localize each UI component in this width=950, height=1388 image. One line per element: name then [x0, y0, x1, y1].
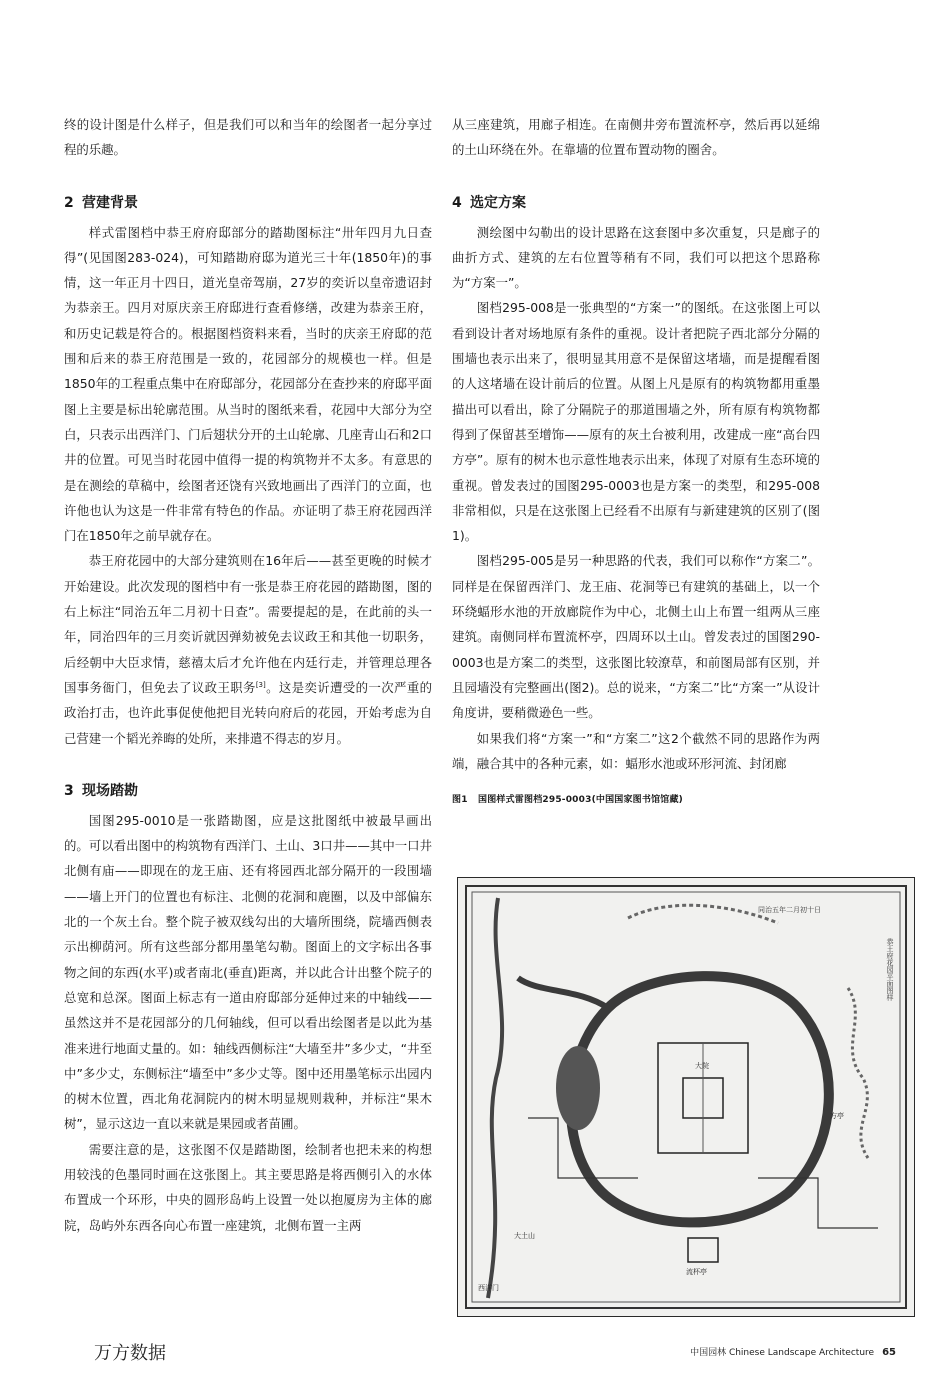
- section-3-title: 现场踏勘: [82, 782, 138, 799]
- section-2-paragraph-1: 样式雷图档中恭王府府邸部分的踏勘图标注“卅年四月九日查得”(见国图283-024)，可知踏勘府邸为道光三十年(1850年)的事情，这一年正月十四日，道光皇帝驾崩，27岁的奕䜣以皇帝遗诏封为恭亲王。四月对原庆亲王府邸进行查看修缮，改建为恭亲王府，和历史记载是符合的。根据图档资料来看，当时的庆亲王府邸的范围和后来的恭王府范围是一致的，花园部分的规模也一样。但是1850年的工程重点集中在府邸部分，花园部分在查抄来的府邸平面图上主要是标出轮廓范围。从当时的图纸来看，花园中大部分为空白，只表示出西洋门、门后翅状分开的土山轮廓、几座青山石和2口井的位置。可见当时花园中值得一提的构筑物并不太多。有意思的是在测绘的草稿中，绘图者还饶有兴致地画出了西洋门的立面，也许他也认为这是一件非常有特色的作品。亦证明了恭王府花园西洋门在1850年之前早就存在。: [64, 224, 432, 544]
- section-3-paragraph-1: 国图295-0010是一张踏勘图，应是这批图纸中被最早画出的。可以看出图中的构筑物有西洋门、土山、3口井——其中一口井北侧有庙——即现在的龙王庙、还有将园西北部分隔开的一段围墙——墙上开门的位置也有标注、北侧的花洞和鹿圈，以及中部偏东北的一个灰土台。整个院子被双线勾出的大墙所围绕，院墙西侧表示出柳荫河。所有这些部分都用墨笔勾勒。图面上的文字标出各事物之间的东西(水平)或者南北(垂直)距离，并以此合计出整个院子的总宽和总深。图面上标志有一道由府邸部分延伸过来的中轴线——虽然这并不是花园部分的几何轴线，但可以看出绘图者是以此为基准来进行地面丈量的。如：轴线西侧标注“大墙至井”多少丈，“井至中”多少丈，东侧标注“墙至中”多少丈等。图中还用墨笔标示出园内的树木位置，西北角花洞院内的树木明显规则栽种，并标注“果木树”，显示这边一直以来就是果园或者苗圃。: [64, 812, 432, 1132]
- section-4-paragraph-2: 图档295-008是一张典型的“方案一”的图纸。在这张图上可以看到设计者对场地原有条件的重视。设计者把院子西北部分分隔的围墙也表示出来了，很明显其用意不是保留这堵墙，而是提醒看图的人这堵墙在设计前后的位置。从图上凡是原有的构筑物都用重墨描出可以看出，除了分隔院子的那道围墙之外，所有原有构筑物都得到了保留甚至增饰——原有的灰土台被利用，改建成一座“高台四方亭”。原有的树木也示意性地表示出来，体现了对原有生态环境的重视。曾发表过的国图295-0003也是方案一的类型，和295-008非常相似，只是在这张图上已经看不出原有与新建建筑的区别了(图1)。: [452, 300, 820, 544]
- footer-watermark: 万方数据: [94, 1343, 166, 1364]
- south-pavilion: [688, 1238, 718, 1262]
- figure-caption-text: 国图样式雷图档295-0003(中国国家图书馆馆藏): [478, 795, 683, 806]
- section-2-paragraph-2-text: 恭王府花园中的大部分建筑则在16年后——甚至更晚的时候才开始建设。此次发现的图档中有一张是恭王府花园的踏勘图，图的右上标注“同治五年二月初十日查”。需要提起的是，在此前的头一年，同治四年的三月奕䜣就因弹劾被免去议政王和其他一切职务，后经朝中大臣求情，慈禧太后才允许他在内廷行走，并管理总理各国事务衙门，但免去了议政王职务: [64, 553, 432, 695]
- figure-caption-number: 图1: [452, 795, 468, 806]
- section-3-heading: [64, 780, 432, 802]
- west-river: [488, 898, 502, 1298]
- east-hill: [848, 988, 868, 1158]
- garden-plan-drawing: [458, 878, 914, 1316]
- north-hill: [628, 905, 778, 923]
- section-2-number: 2: [64, 194, 74, 211]
- section-4-number: 4: [452, 194, 462, 211]
- ring-river: [571, 976, 829, 1222]
- label-south: 流杯亭: [686, 1268, 707, 1276]
- section-4-paragraph-4: 如果我们将“方案一”和“方案二”这2个截然不同的思路作为两端，融合其中的各种元素，如：蝠形水池或环形河流、封闭廊: [452, 730, 820, 771]
- label-gate: 西洋门: [478, 1284, 499, 1292]
- section-2-heading: [64, 192, 432, 214]
- section-4-paragraph-3: 图档295-005是另一种思路的代表，我们可以称作“方案二”。同样是在保留西洋门、龙王庙、花洞等已有建筑的基础上，以一个环绕蝠形水池的开放廊院作为中心，北侧土山上布置一组两从三座建筑。南侧同样布置流杯亭，四周环以土山。曾发表过的国图290-0003也是方案二的类型，这张图比较潦草，和前图局部有区别，并且园墙没有完整画出(图2)。总的说来，“方案二”比“方案一”从设计角度讲，要稍微逊色一些。: [452, 553, 820, 721]
- intro-paragraph: 终的设计图是什么样子，但是我们可以和当年的绘图者一起分享过程的乐趣。: [64, 117, 432, 158]
- river-inlet: [518, 978, 608, 1008]
- page-number: 65: [882, 1347, 896, 1358]
- label-side-note: 恭王府花园平面图样: [886, 938, 894, 1001]
- label-island: 大院: [695, 1062, 709, 1070]
- label-west: 大土山: [514, 1232, 535, 1240]
- inner-wall: [472, 892, 900, 1302]
- footer-journal: [690, 1345, 896, 1358]
- section-2-paragraph-2: [64, 548, 432, 750]
- outer-wall: [466, 886, 906, 1308]
- section-3-paragraph-2: 需要注意的是，这张图不仅是踏勘图，绘制者也把未来的构想用较浅的色墨同时画在这张图上。其主要思路是将西侧引入的水体布置成一个环形，中央的圆形岛屿上设置一处以抱厦房为主体的廊院，岛屿外东西各向心布置一座建筑，北侧布置一主两: [64, 1141, 432, 1233]
- label-top-note: 同治五年二月初十日: [758, 906, 821, 914]
- section-3-number: 3: [64, 782, 74, 799]
- section-4-paragraph-1: 测绘图中勾勒出的设计思路在这套图中多次重复，只是廊子的曲折方式、建筑的左右位置等稍有不同，我们可以把这个思路称为“方案一”。: [452, 224, 820, 291]
- section-2-paragraph-2-end: 。这是奕䜣遭受的一次严重的政治打击，也许此事促使他把目光转向府后的花园，开始考虑为自己营建一个韬光养晦的处所，来排遣不得志的岁月。: [64, 679, 433, 746]
- footer-journal-name: 中国园林 Chinese Landscape Architecture: [690, 1348, 875, 1358]
- continued-paragraph: 从三座建筑，用廊子相连。在南侧井旁布置流杯亭，然后再以延绵的土山环绕在外。在靠墙的位置布置动物的圈舍。: [452, 117, 820, 158]
- reference-mark: [3]: [255, 680, 266, 689]
- section-4-title: 选定方案: [470, 194, 526, 211]
- section-2-title: 营建背景: [82, 194, 138, 211]
- garden-plan-figure: [457, 877, 915, 1317]
- label-east: 方亭: [830, 1112, 844, 1120]
- left-column: [64, 112, 432, 1238]
- west-island: [556, 1046, 600, 1130]
- figure-caption: [452, 794, 820, 806]
- right-column: [452, 112, 820, 806]
- section-4-heading: [452, 192, 820, 214]
